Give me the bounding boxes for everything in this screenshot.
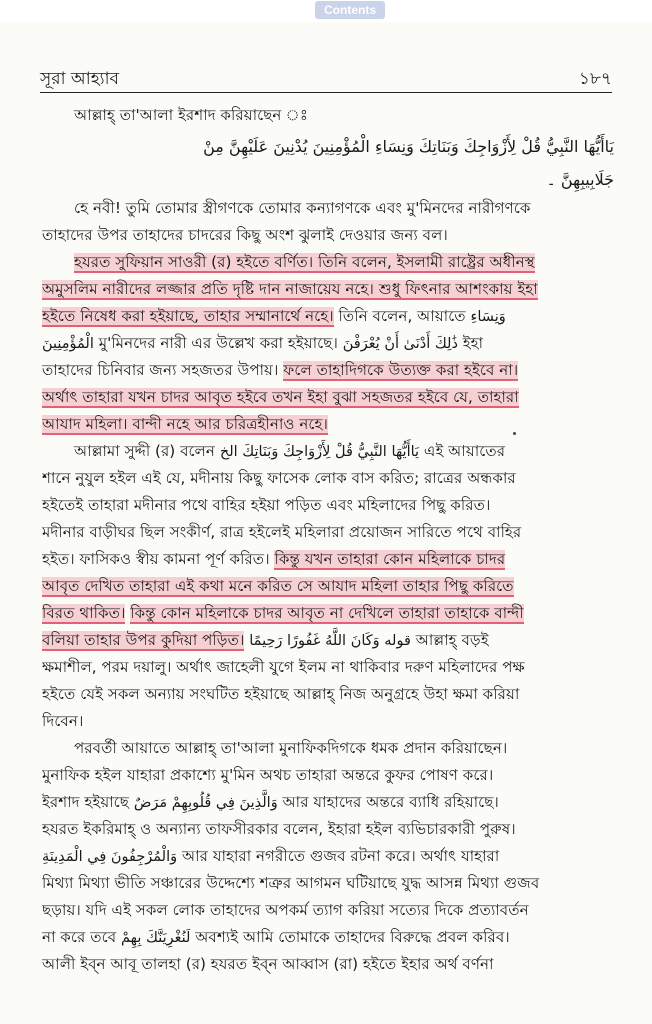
para3-line-4: হযরত ইকরিমাহ্ ও অন্যান্য তাফসীরকার বলেন, ইহারা হইল ব্যভিচারকারী পুরুষ। — [42, 820, 516, 838]
text-span: অবশ্যই আমি তোমাকে তাহাদের বিরুদ্ধে প্রবল করিব। — [195, 928, 510, 946]
highlight-span: কিন্তু যখন তাহারা কোন মহিলাকে চাদর — [274, 550, 506, 568]
text-span: আর যাহাদের অন্তরে ব্যাধি রহিয়াছে। — [282, 793, 499, 811]
para2-line-3: হইতেই তাহারা মদীনার পথে বাহির হইয়া পড়িত এবং মহিলাদের পিছু করিত। — [42, 496, 491, 514]
highlight-span: অমুসলিম নারীদের লজ্জার প্রতি দৃষ্টি দান নাজায়েয নহে। শুধু ফিৎনার আশংকায় ইহা — [42, 280, 538, 298]
highlight-span: হযরত সুফিয়ান সাওরী (র) হইতে বর্ণিত। তিনি বলেন, ইসলামী রাষ্ট্রের অধীনস্থ — [74, 253, 535, 271]
highlight-span: আযাদ মহিলা। বান্দী নহে আর চরিত্রহীনাও নহে। — [42, 415, 328, 433]
text-span: ইহা — [462, 334, 484, 352]
intro-line: আল্লাহ্ তা'আলা ইরশাদ করিয়াছেন ঃ — [74, 106, 308, 124]
para1-line-4 — [42, 330, 614, 357]
highlight-span: অর্থাৎ তাহারা যখন চাদর আবৃত হইবে তখন ইহা বুঝা সহজতর হইবে যে, তাহারা — [42, 388, 519, 406]
text-span: হইত। ফাসিকও স্বীয় কামনা পূর্ণ করিত। — [42, 550, 270, 568]
arabic-inline: وَنِسَاءِ — [470, 309, 506, 325]
para2-line-7 — [42, 600, 614, 627]
page-header — [40, 64, 612, 93]
ayah-main-line-1: يَاأَيُّهَا النَّبِيُّ قُلْ لِأَزْوَاجِكَ وَبَنَاتِكَ وَنِسَاءِ الْمُؤْمِنِينَ يُدْنِينَ عَلَيْهِنَّ مِنْ — [203, 137, 614, 156]
highlight-span: বিরত থাকিত। — [42, 604, 126, 622]
page-body — [42, 102, 614, 978]
para1-line-3 — [42, 303, 614, 330]
text-span: আর যাহারা নগরীতে গুজব রটনা করে। অর্থাৎ যাহারা — [181, 847, 500, 865]
text-span: তিনি বলেন, আয়াতে — [333, 307, 471, 325]
para2-line-6 — [42, 573, 614, 600]
para1-line-6 — [42, 384, 614, 411]
text-span: তাহাদের চিনিবার জন্য সহজতর উপায়। — [42, 361, 279, 379]
para3-line-1: পরবর্তী আয়াতে আল্লাহ্ তা'আলা মুনাফিকদিগকে ধমক প্রদান করিয়াছেন। — [74, 739, 508, 757]
text-span: আল্লাহ্ বড়ই — [415, 631, 489, 649]
text-span: আল্লামা সুদ্দী (র) বলেন — [74, 442, 215, 460]
para2-line-5 — [42, 546, 614, 573]
arabic-inline: وَالَّذِينَ فِي قُلُوبِهِمْ مَرَضٌ — [133, 795, 278, 811]
para2-line-10: হইতে যেই সকল অন্যায় সংঘটিত হইয়াছে আল্লাহ্ নিজ অনুগ্রহে উহা ক্ষমা করিয়া — [42, 685, 520, 703]
para2-line-1 — [42, 438, 614, 465]
ayah-main-line-2: جَلَابِيبِهِنَّ ۔ — [546, 170, 614, 189]
para3-line-8 — [42, 924, 614, 951]
para3-line-5 — [42, 843, 614, 870]
page-number: ১৮৭ — [578, 69, 612, 89]
arabic-inline: ذَٰلِكَ أَدْنَىٰ أَنْ يُعْرَفْنَ — [342, 336, 458, 352]
para2-line-9: ক্ষমাশীল, পরম দয়ালু। অর্থাৎ জাহেলী যুগে ইলম না থাকিবার দরুণ মহিলাদের পক্ষ — [42, 658, 525, 676]
arabic-inline: يَاأَيُّهَا النَّبِيُّ قُلْ لِأَزْوَاجِكَ وَبَنَاتِكَ الخ — [219, 444, 420, 460]
para2-line-11: দিবেন। — [42, 712, 84, 730]
highlight-span: ফলে তাহাদিগকে উত্যক্ত করা হইবে না। — [283, 361, 519, 379]
para3-line-3 — [42, 789, 614, 816]
para1-line-7 — [42, 411, 614, 438]
highlight-span: হইতে নিষেধ করা হইয়াছে, তাহার সম্মানার্থে নহে। — [42, 307, 334, 325]
para1-line-5 — [42, 357, 614, 384]
para3-line-2: মুনাফিক হইল যাহারা প্রকাশ্যে মু'মিন অথচ তাহারা অন্তরে কুফর পোষণ করে। — [42, 766, 494, 784]
highlight-span: বলিয়া তাহার উপর কুদিয়া পড়িত। — [42, 631, 245, 649]
arabic-inline: لَنُغْرِيَنَّكَ بِهِمْ — [121, 930, 191, 946]
arabic-inline: وَالْمُرْجِفُونَ فِي الْمَدِينَةِ — [42, 849, 178, 865]
book-page — [0, 22, 652, 1024]
para2-line-8 — [42, 627, 614, 654]
text-span: ইরশাদ হইয়াছে — [42, 793, 129, 811]
highlight-span: আবৃত দেখিত তাহারা এই কথা মনে করিত সে আযাদ মহিলা তাহার পিছু করিতে — [42, 577, 514, 595]
text-span: না করে তবে — [42, 928, 117, 946]
para3-line-6: মিথ্যা মিথ্যা ভীতি সঞ্চারের উদ্দেশ্যে শত্রুর আগমন ঘটিয়াছে যুদ্ধ আসন্ন মিথ্যা গুজব — [42, 874, 540, 892]
top-toolbar — [0, 0, 652, 22]
arabic-inline: الْمُؤْمِنِينَ — [42, 336, 94, 352]
para3-line-7: ছড়ায়। যদি এই সকল লোক তাহাদের অপকর্ম ত্যাগ করিয়া সত্যের দিকে প্রত্যাবর্তন — [42, 901, 529, 919]
text-span: এই আয়াতের — [423, 442, 506, 460]
para2-line-2: শানে নুযুল হইল এই যে, মদীনায় কিছু ফাসেক লোক বাস করিত; রাত্রের অন্ধকার — [42, 469, 516, 487]
para1-line-2 — [42, 276, 614, 303]
arabic-inline: قوله وَكَانَ اللَّهُ غَفُورًا رَحِيمًا — [249, 633, 411, 649]
para3-line-9: আলী ইব্ন আবূ তালহা (র) হযরত ইব্ন আব্বাস (রা) হইতে ইহার অর্থ বর্ণনা — [42, 955, 494, 973]
para1-line-1 — [42, 249, 614, 276]
contents-button[interactable]: Contents — [315, 1, 385, 19]
surah-name: সূরা আহ্যাব — [40, 69, 119, 89]
para2-line-4: মদীনার বাড়ীঘর ছিল সংকীর্ণ, রাত্র হইলেই মহিলারা প্রয়োজন সারিতে পথে বাহির — [42, 523, 522, 541]
text-span: মু'মিনদের নারী এর উল্লেখ করা হইয়াছে। — [98, 334, 338, 352]
translation-line-1: হে নবী! তুমি তোমার স্ত্রীগণকে তোমার কন্যাগণকে এবং মু'মিনদের নারীগণকে — [74, 199, 531, 217]
highlight-span: কিন্তু কোন মহিলাকে চাদর আবৃত না দেখিলে তাহারা তাহাকে বান্দী — [130, 604, 524, 622]
translation-line-2: তাহাদের উপর তাহাদের চাদরের কিছু অংশ ঝুলাই দেওয়ার জন্য বল। — [42, 226, 448, 244]
